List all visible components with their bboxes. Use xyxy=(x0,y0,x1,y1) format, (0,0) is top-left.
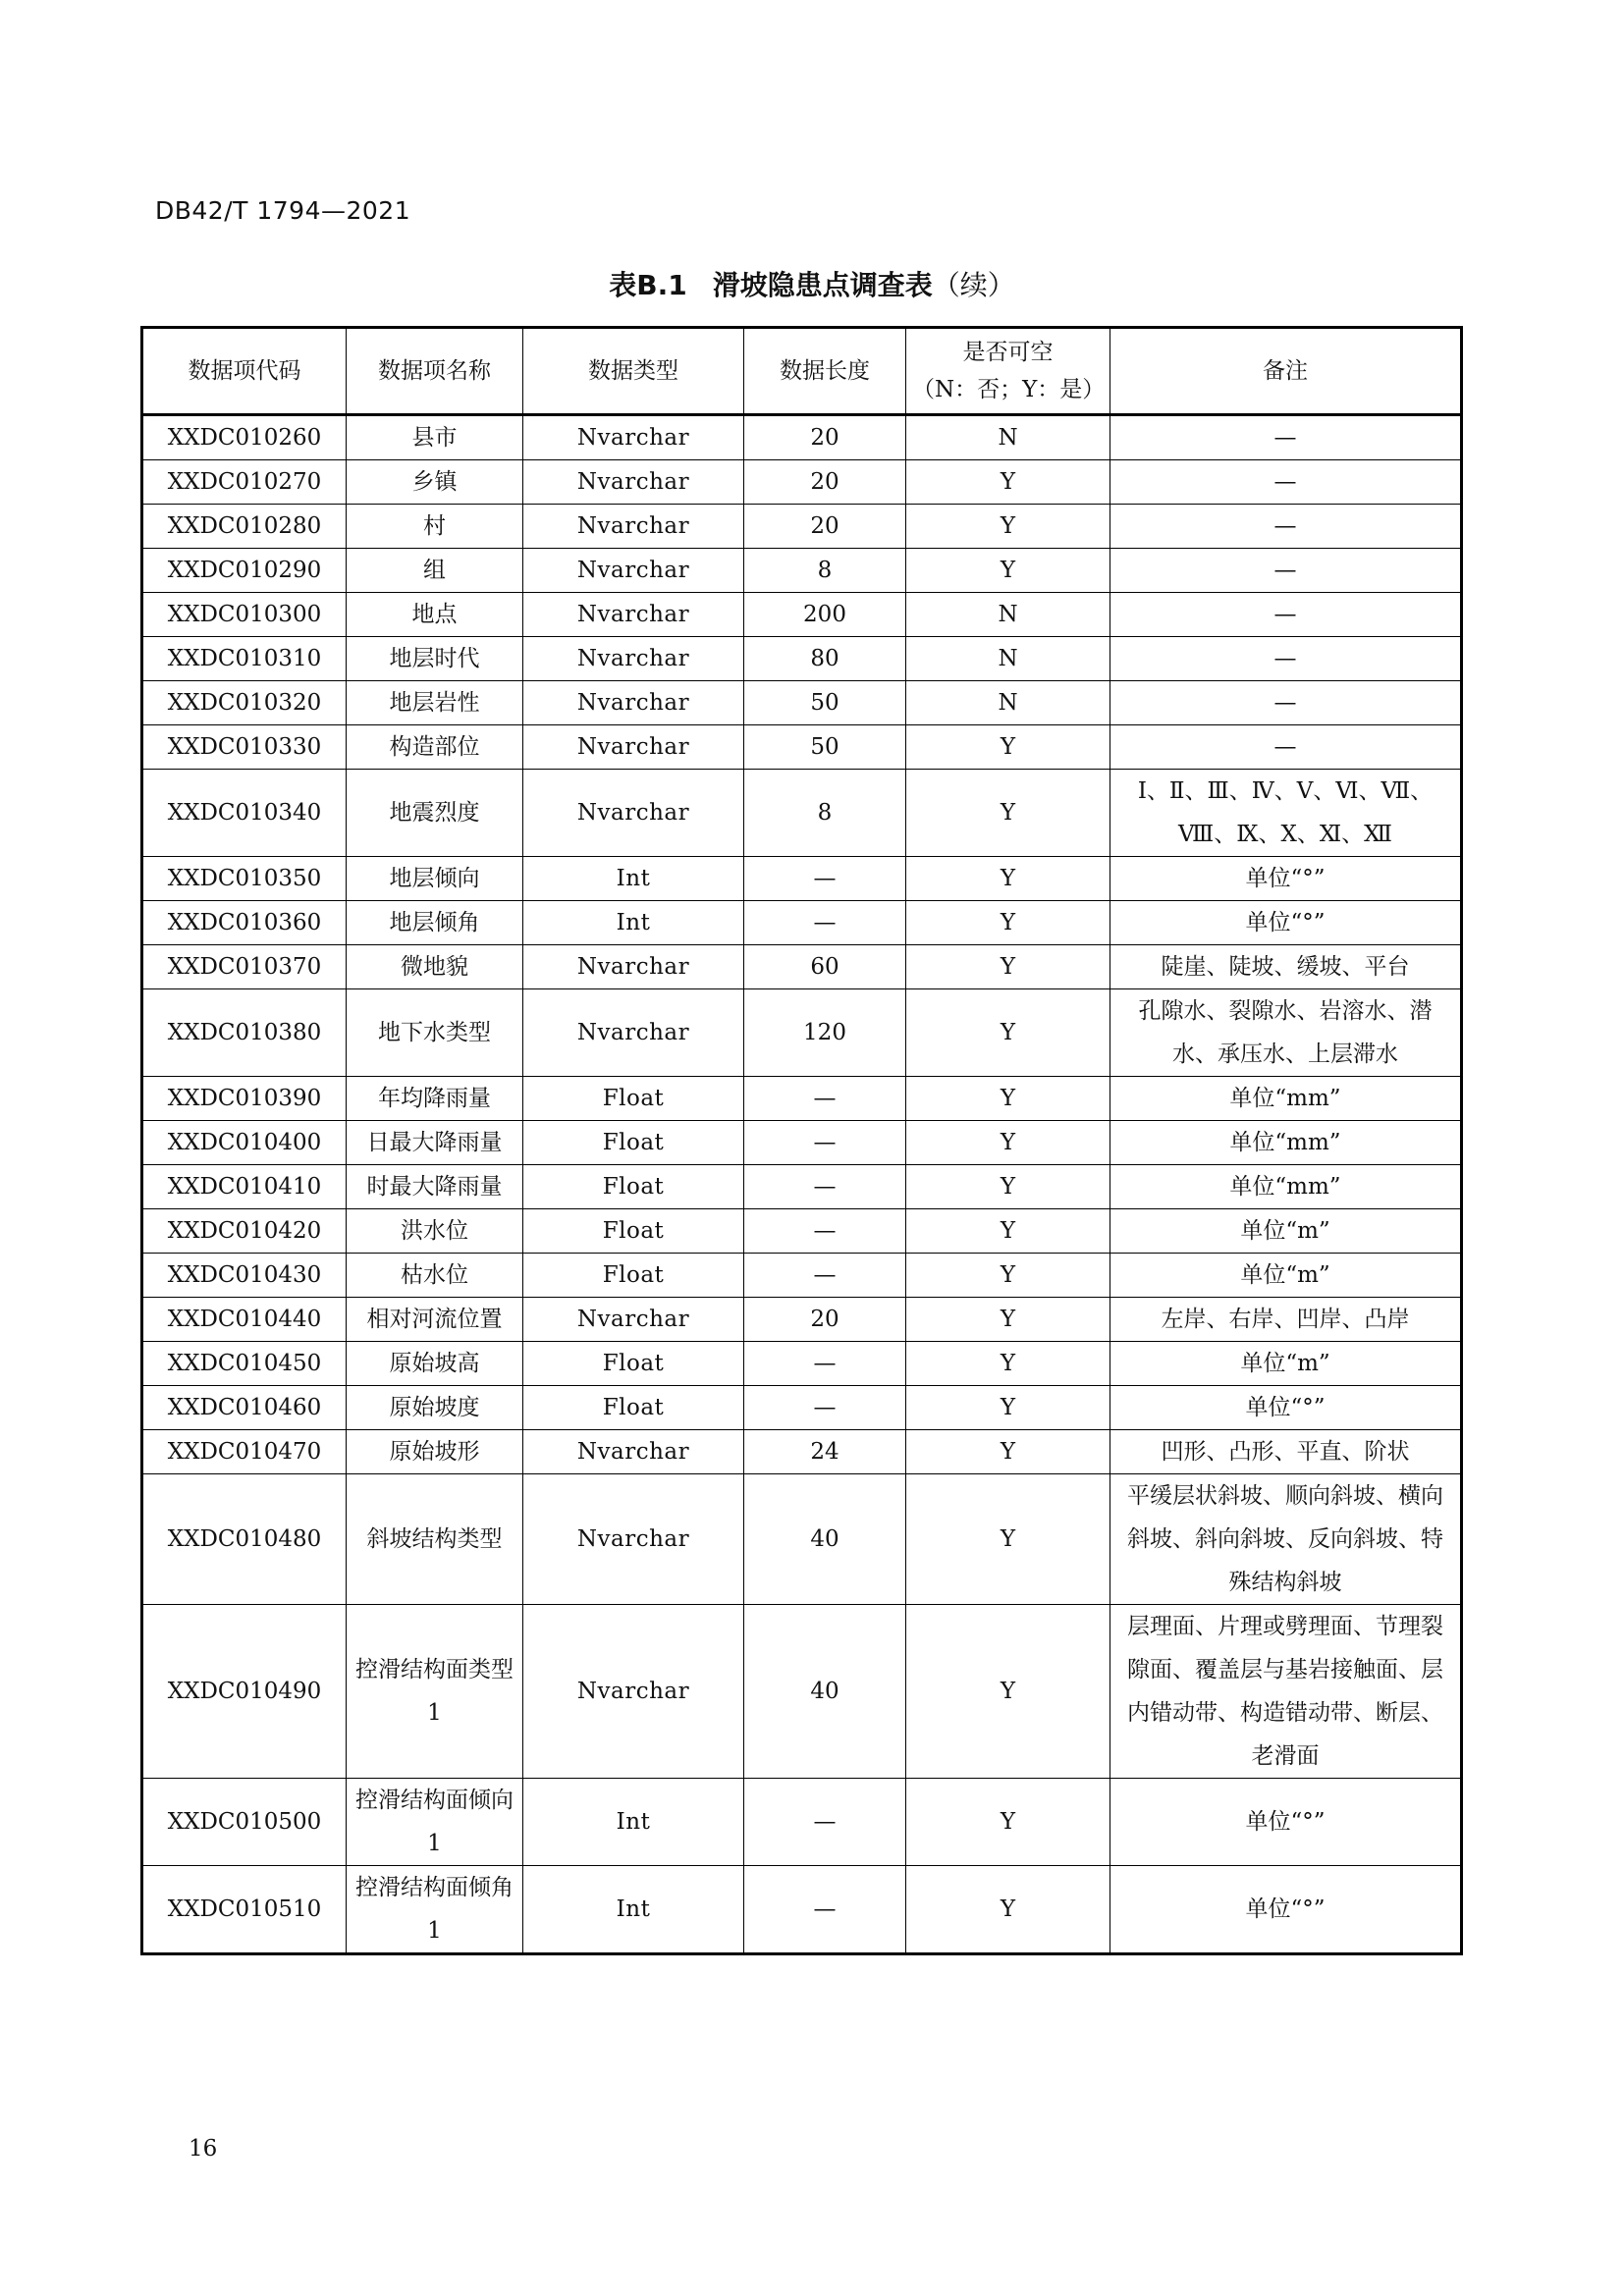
cell-type: Float xyxy=(523,1386,744,1430)
table-row xyxy=(142,505,1462,549)
cell-note: 单位“m” xyxy=(1110,1209,1462,1254)
table-row xyxy=(142,1077,1462,1121)
table-row xyxy=(142,637,1462,681)
cell-nullable: Y xyxy=(906,505,1110,549)
cell-note: 单位“mm” xyxy=(1110,1077,1462,1121)
table-row xyxy=(142,593,1462,637)
cell-type: Nvarchar xyxy=(523,681,744,725)
column-header-nullable xyxy=(906,328,1110,415)
cell-name: 地震烈度 xyxy=(347,770,523,857)
column-header-length: 数据长度 xyxy=(744,328,906,415)
cell-note: — xyxy=(1110,725,1462,770)
cell-nullable: Y xyxy=(906,1386,1110,1430)
cell-type: Nvarchar xyxy=(523,945,744,989)
cell-code: XXDC010510 xyxy=(142,1866,347,1954)
cell-type: Nvarchar xyxy=(523,1298,744,1342)
cell-nullable: Y xyxy=(906,1866,1110,1954)
cell-type: Int xyxy=(523,857,744,901)
cell-type: Nvarchar xyxy=(523,505,744,549)
cell-nullable: Y xyxy=(906,1430,1110,1474)
cell-code: XXDC010410 xyxy=(142,1165,347,1209)
cell-note: 单位“°” xyxy=(1110,1779,1462,1866)
cell-name: 斜坡结构类型 xyxy=(347,1474,523,1605)
cell-code: XXDC010490 xyxy=(142,1605,347,1779)
table-row xyxy=(142,770,1462,857)
column-header-code: 数据项代码 xyxy=(142,328,347,415)
cell-code: XXDC010360 xyxy=(142,901,347,945)
table-row xyxy=(142,857,1462,901)
table-body xyxy=(142,415,1462,1954)
table-title-label: 表B.1 xyxy=(609,269,687,301)
cell-code: XXDC010460 xyxy=(142,1386,347,1430)
cell-nullable: Y xyxy=(906,945,1110,989)
cell-length: 40 xyxy=(744,1605,906,1779)
cell-length: — xyxy=(744,1866,906,1954)
cell-name: 地层岩性 xyxy=(347,681,523,725)
cell-name: 微地貌 xyxy=(347,945,523,989)
cell-code: XXDC010390 xyxy=(142,1077,347,1121)
cell-nullable: Y xyxy=(906,901,1110,945)
cell-type: Float xyxy=(523,1342,744,1386)
cell-name: 村 xyxy=(347,505,523,549)
cell-type: Nvarchar xyxy=(523,1474,744,1605)
table-title-text: 滑坡隐患点调查表 xyxy=(712,269,933,301)
cell-type: Float xyxy=(523,1254,744,1298)
cell-type: Nvarchar xyxy=(523,770,744,857)
cell-length: 200 xyxy=(744,593,906,637)
cell-note: — xyxy=(1110,549,1462,593)
cell-length: 120 xyxy=(744,989,906,1077)
cell-length: 20 xyxy=(744,1298,906,1342)
table-title-continued: （续） xyxy=(932,269,1015,301)
cell-nullable: Y xyxy=(906,1779,1110,1866)
cell-name: 相对河流位置 xyxy=(347,1298,523,1342)
cell-length: 24 xyxy=(744,1430,906,1474)
cell-note: 单位“°” xyxy=(1110,857,1462,901)
cell-length: — xyxy=(744,1254,906,1298)
cell-nullable: Y xyxy=(906,857,1110,901)
cell-note: — xyxy=(1110,415,1462,460)
cell-note: Ⅰ、Ⅱ、Ⅲ、Ⅳ、Ⅴ、Ⅵ、Ⅶ、Ⅷ、Ⅸ、Ⅹ、Ⅺ、Ⅻ xyxy=(1110,770,1462,857)
cell-name: 控滑结构面倾向1 xyxy=(347,1779,523,1866)
cell-note: 层理面、片理或劈理面、节理裂隙面、覆盖层与基岩接触面、层内错动带、构造错动带、断层、老滑面 xyxy=(1110,1605,1462,1779)
cell-note: 单位“mm” xyxy=(1110,1121,1462,1165)
cell-nullable: Y xyxy=(906,460,1110,505)
cell-code: XXDC010480 xyxy=(142,1474,347,1605)
cell-length: — xyxy=(744,857,906,901)
cell-note: — xyxy=(1110,593,1462,637)
cell-name: 县市 xyxy=(347,415,523,460)
table-row xyxy=(142,989,1462,1077)
table-row xyxy=(142,549,1462,593)
cell-type: Int xyxy=(523,1779,744,1866)
table-row xyxy=(142,1474,1462,1605)
table-row xyxy=(142,725,1462,770)
cell-code: XXDC010330 xyxy=(142,725,347,770)
table-header-row xyxy=(142,328,1462,415)
standard-code: DB42/T 1794—2021 xyxy=(155,196,411,225)
cell-nullable: Y xyxy=(906,1605,1110,1779)
cell-name: 控滑结构面倾角1 xyxy=(347,1866,523,1954)
cell-type: Nvarchar xyxy=(523,989,744,1077)
cell-name: 控滑结构面类型1 xyxy=(347,1605,523,1779)
cell-note: 凹形、凸形、平直、阶状 xyxy=(1110,1430,1462,1474)
table-row xyxy=(142,1779,1462,1866)
cell-length: — xyxy=(744,1342,906,1386)
column-header-note: 备注 xyxy=(1110,328,1462,415)
table-row xyxy=(142,1342,1462,1386)
cell-code: XXDC010440 xyxy=(142,1298,347,1342)
column-header-type: 数据类型 xyxy=(523,328,744,415)
table-row xyxy=(142,901,1462,945)
cell-nullable: Y xyxy=(906,1121,1110,1165)
cell-note: 单位“°” xyxy=(1110,1866,1462,1954)
cell-code: XXDC010260 xyxy=(142,415,347,460)
cell-note: 单位“mm” xyxy=(1110,1165,1462,1209)
cell-length: — xyxy=(744,1121,906,1165)
cell-code: XXDC010380 xyxy=(142,989,347,1077)
cell-nullable: Y xyxy=(906,1165,1110,1209)
cell-note: 陡崖、陡坡、缓坡、平台 xyxy=(1110,945,1462,989)
cell-name: 枯水位 xyxy=(347,1254,523,1298)
cell-note: — xyxy=(1110,460,1462,505)
cell-type: Float xyxy=(523,1077,744,1121)
cell-code: XXDC010320 xyxy=(142,681,347,725)
cell-nullable: N xyxy=(906,637,1110,681)
cell-code: XXDC010270 xyxy=(142,460,347,505)
cell-name: 地层时代 xyxy=(347,637,523,681)
cell-name: 地层倾向 xyxy=(347,857,523,901)
cell-length: 8 xyxy=(744,549,906,593)
cell-note: 单位“°” xyxy=(1110,901,1462,945)
cell-nullable: Y xyxy=(906,770,1110,857)
table-row xyxy=(142,1254,1462,1298)
table-row xyxy=(142,1605,1462,1779)
cell-name: 地点 xyxy=(347,593,523,637)
cell-nullable: Y xyxy=(906,1474,1110,1605)
cell-name: 洪水位 xyxy=(347,1209,523,1254)
cell-code: XXDC010470 xyxy=(142,1430,347,1474)
table-row xyxy=(142,1430,1462,1474)
column-header-nullable-line2: （N：否；Y：是） xyxy=(912,377,1106,402)
data-table xyxy=(140,326,1463,1955)
cell-code: XXDC010450 xyxy=(142,1342,347,1386)
cell-code: XXDC010310 xyxy=(142,637,347,681)
cell-length: 20 xyxy=(744,460,906,505)
cell-length: — xyxy=(744,1209,906,1254)
cell-note: 平缓层状斜坡、顺向斜坡、横向斜坡、斜向斜坡、反向斜坡、特殊结构斜坡 xyxy=(1110,1474,1462,1605)
cell-note: 左岸、右岸、凹岸、凸岸 xyxy=(1110,1298,1462,1342)
cell-nullable: Y xyxy=(906,989,1110,1077)
cell-note: 单位“m” xyxy=(1110,1342,1462,1386)
cell-code: XXDC010300 xyxy=(142,593,347,637)
cell-code: XXDC010350 xyxy=(142,857,347,901)
cell-code: XXDC010400 xyxy=(142,1121,347,1165)
cell-note: — xyxy=(1110,505,1462,549)
cell-nullable: Y xyxy=(906,1254,1110,1298)
cell-note: 孔隙水、裂隙水、岩溶水、潜水、承压水、上层滞水 xyxy=(1110,989,1462,1077)
table-row xyxy=(142,460,1462,505)
cell-name: 原始坡度 xyxy=(347,1386,523,1430)
table-row xyxy=(142,415,1462,460)
cell-name: 地层倾角 xyxy=(347,901,523,945)
cell-length: 8 xyxy=(744,770,906,857)
table-row xyxy=(142,1209,1462,1254)
cell-note: 单位“m” xyxy=(1110,1254,1462,1298)
table-row xyxy=(142,945,1462,989)
cell-name: 构造部位 xyxy=(347,725,523,770)
cell-length: 60 xyxy=(744,945,906,989)
cell-type: Nvarchar xyxy=(523,415,744,460)
table-row xyxy=(142,1866,1462,1954)
cell-type: Nvarchar xyxy=(523,1605,744,1779)
cell-name: 年均降雨量 xyxy=(347,1077,523,1121)
cell-type: Nvarchar xyxy=(523,637,744,681)
cell-code: XXDC010430 xyxy=(142,1254,347,1298)
table-title xyxy=(0,264,1624,303)
cell-type: Nvarchar xyxy=(523,725,744,770)
table-row xyxy=(142,1298,1462,1342)
cell-length: 40 xyxy=(744,1474,906,1605)
cell-note: 单位“°” xyxy=(1110,1386,1462,1430)
page-number: 16 xyxy=(189,2136,218,2162)
cell-name: 乡镇 xyxy=(347,460,523,505)
cell-length: — xyxy=(744,1779,906,1866)
cell-code: XXDC010500 xyxy=(142,1779,347,1866)
cell-nullable: Y xyxy=(906,1209,1110,1254)
cell-type: Int xyxy=(523,1866,744,1954)
table-row xyxy=(142,1121,1462,1165)
cell-type: Nvarchar xyxy=(523,593,744,637)
cell-note: — xyxy=(1110,637,1462,681)
cell-nullable: Y xyxy=(906,1342,1110,1386)
cell-nullable: N xyxy=(906,681,1110,725)
cell-length: 50 xyxy=(744,725,906,770)
cell-type: Int xyxy=(523,901,744,945)
cell-code: XXDC010280 xyxy=(142,505,347,549)
cell-length: — xyxy=(744,901,906,945)
cell-length: — xyxy=(744,1386,906,1430)
cell-nullable: N xyxy=(906,593,1110,637)
cell-length: 50 xyxy=(744,681,906,725)
cell-type: Nvarchar xyxy=(523,549,744,593)
column-header-nullable-line1: 是否可空 xyxy=(962,340,1054,365)
cell-type: Nvarchar xyxy=(523,460,744,505)
cell-nullable: Y xyxy=(906,725,1110,770)
cell-length: — xyxy=(744,1165,906,1209)
table-row xyxy=(142,1165,1462,1209)
cell-length: 80 xyxy=(744,637,906,681)
cell-length: — xyxy=(744,1077,906,1121)
cell-nullable: N xyxy=(906,415,1110,460)
cell-note: — xyxy=(1110,681,1462,725)
cell-type: Float xyxy=(523,1165,744,1209)
cell-code: XXDC010370 xyxy=(142,945,347,989)
cell-type: Nvarchar xyxy=(523,1430,744,1474)
table-row xyxy=(142,1386,1462,1430)
column-header-name: 数据项名称 xyxy=(347,328,523,415)
cell-name: 原始坡高 xyxy=(347,1342,523,1386)
cell-length: 20 xyxy=(744,505,906,549)
cell-name: 时最大降雨量 xyxy=(347,1165,523,1209)
cell-type: Float xyxy=(523,1121,744,1165)
table-row xyxy=(142,681,1462,725)
cell-name: 原始坡形 xyxy=(347,1430,523,1474)
cell-length: 20 xyxy=(744,415,906,460)
cell-code: XXDC010420 xyxy=(142,1209,347,1254)
cell-nullable: Y xyxy=(906,1298,1110,1342)
cell-nullable: Y xyxy=(906,1077,1110,1121)
cell-code: XXDC010340 xyxy=(142,770,347,857)
cell-code: XXDC010290 xyxy=(142,549,347,593)
cell-name: 地下水类型 xyxy=(347,989,523,1077)
cell-nullable: Y xyxy=(906,549,1110,593)
cell-name: 日最大降雨量 xyxy=(347,1121,523,1165)
cell-name: 组 xyxy=(347,549,523,593)
cell-type: Float xyxy=(523,1209,744,1254)
